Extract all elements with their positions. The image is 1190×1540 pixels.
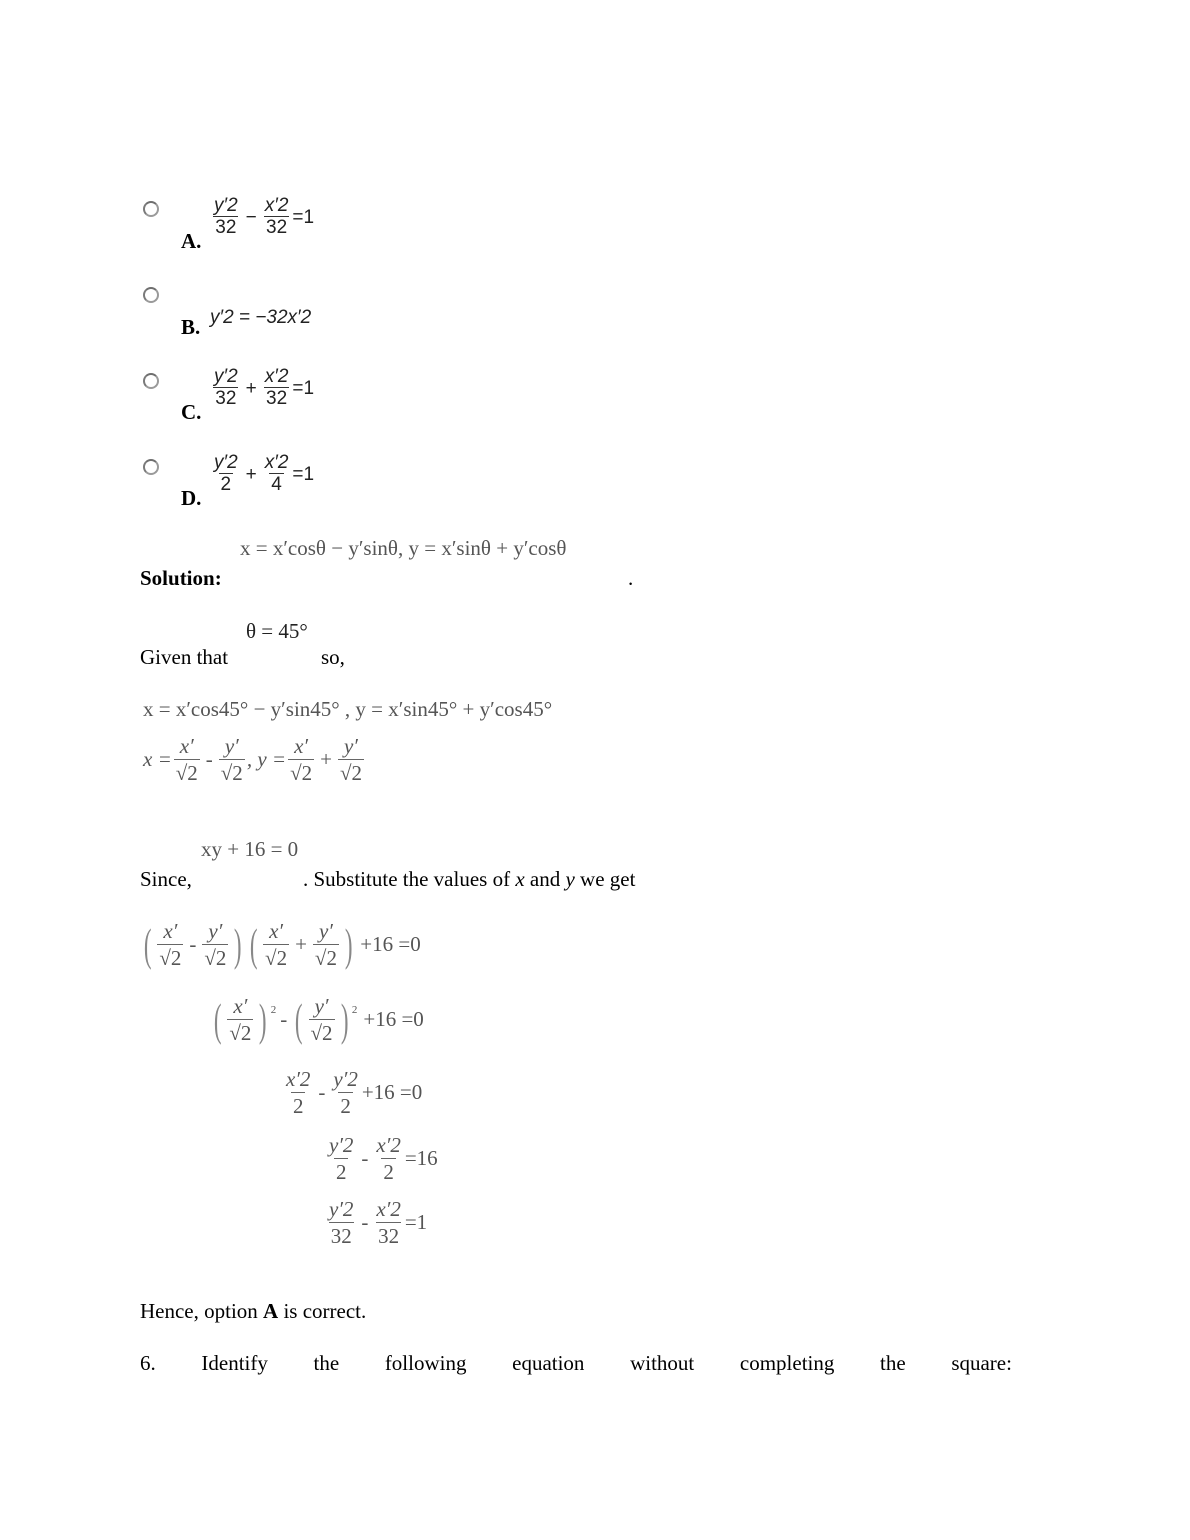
option-a-letter: A.: [181, 229, 202, 253]
option-d-radio[interactable]: [143, 459, 159, 475]
option-a-equation: $\frac{y'2}{32}$ − $\frac{x'2}{32}$ =1: [214, 195, 315, 238]
derivation-line-4: $\frac{y'2}{2}$ - $\frac{x'2}{2}$ =16: [329, 1133, 438, 1184]
option-d-letter: D.: [181, 486, 202, 510]
option-b-radio[interactable]: [143, 287, 159, 303]
question-6-line: 6. Identify the following equation without completing the square:: [140, 1351, 1012, 1375]
solution-label: Solution:: [140, 566, 222, 590]
option-b-equation: y′2 = −32x′2: [210, 307, 312, 328]
option-a-radio[interactable]: [143, 201, 159, 217]
derivation-line-2: ( $\frac{x'}{√2}$ ) 2 - ( $\frac{y'}{√2}$ ) 2 +16 =0: [213, 993, 424, 1045]
since-equation: xy + 16 = 0: [201, 837, 299, 861]
solution-period: .: [628, 566, 634, 590]
since-prefix: Since,: [140, 867, 192, 891]
step2-equation: x = $\frac{x'}{√2}$ - $\frac{y'}{√2}$ , y = $\frac{x'}{√2}$ + $\frac{y'}{√2}$: [143, 734, 362, 785]
question-number: 6.: [140, 1351, 156, 1375]
option-c-letter: C.: [181, 400, 202, 424]
given-suffix: so,: [321, 645, 345, 669]
given-theta: θ = 45°: [246, 619, 308, 643]
derivation-line-1: ( $\frac{x'}{√2}$ - $\frac{y'}{√2}$ ) ( $\frac{x'}{√2}$ + $\frac{y'}{√2}$ ) +16 =0: [143, 918, 421, 970]
conclusion: Hence, option A is correct.: [140, 1299, 367, 1323]
derivation-line-3: $\frac{x'2}{2}$ - $\frac{y'2}{2}$ +16 =0: [286, 1067, 423, 1118]
rotation-formula: x = x′cosθ − y′sinθ, y = x′sinθ + y′cosθ: [240, 536, 567, 560]
given-prefix: Given that: [140, 645, 229, 669]
option-d-equation: $\frac{y'2}{2}$ + $\frac{x'2}{4}$ =1: [214, 452, 315, 495]
option-c-radio[interactable]: [143, 373, 159, 389]
since-text: . Substitute the values of x and y we get: [303, 867, 636, 891]
option-b-letter: B.: [181, 315, 201, 339]
step1-equation: x = x′cos45° − y′sin45° , y = x′sin45° + y′cos45°: [143, 697, 553, 721]
option-c-equation: $\frac{y'2}{32}$ + $\frac{x'2}{32}$ =1: [214, 366, 315, 409]
derivation-line-5: $\frac{y'2}{32}$ - $\frac{x'2}{32}$ =1: [329, 1197, 428, 1248]
